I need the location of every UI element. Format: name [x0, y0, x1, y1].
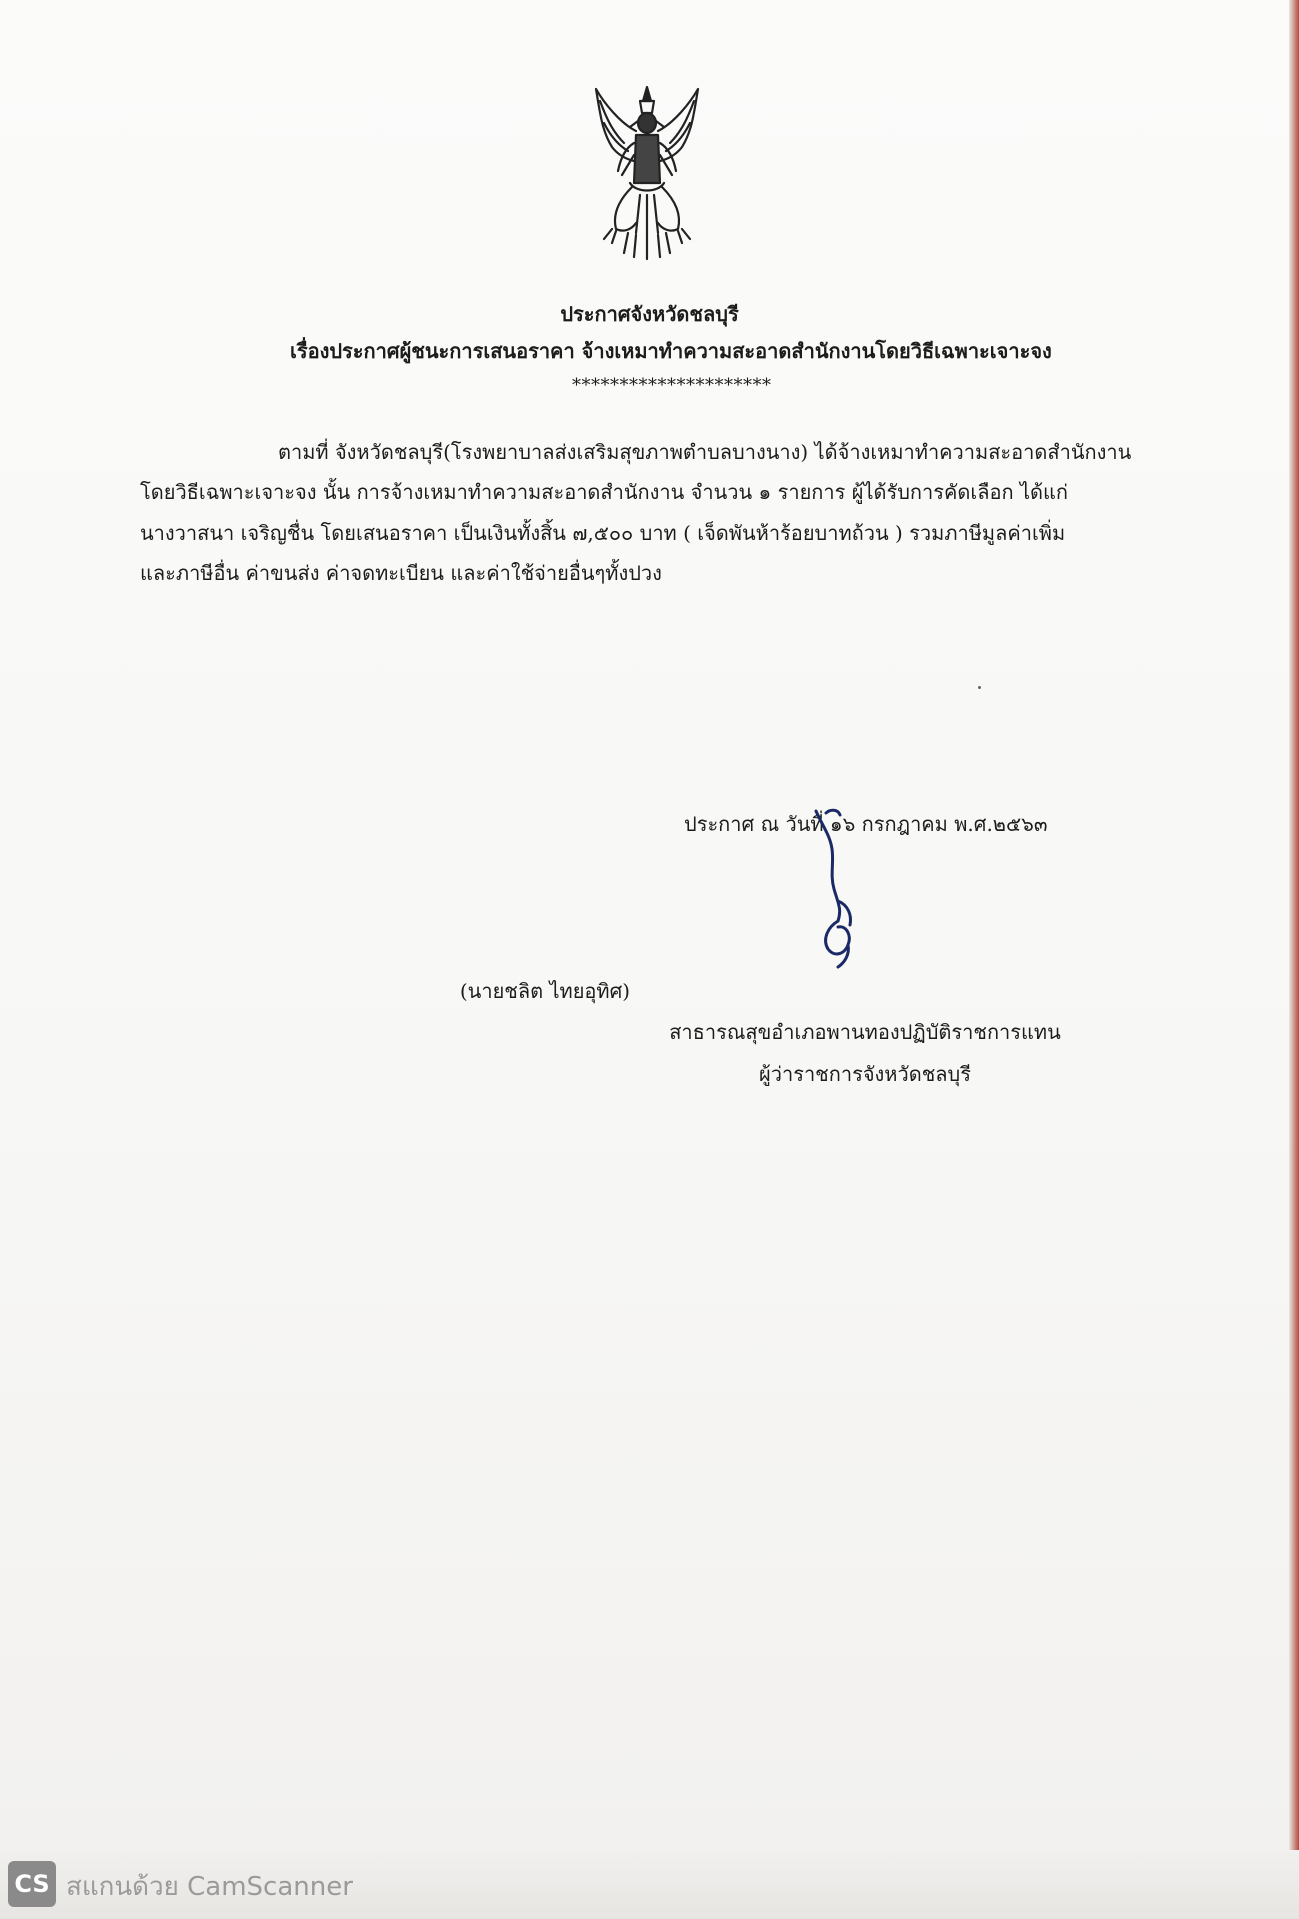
- signatory-name: (นายชลิต ไทยอุทิศ): [459, 979, 631, 1003]
- scan-edge-right: [1289, 0, 1299, 1919]
- signatory-position: สาธารณสุขอำเภอพานทองปฏิบัติราชการแทน: [669, 1020, 1061, 1044]
- document-subject: เรื่องประกาศผู้ชนะการเสนอราคา จ้างเหมาทำความสะอาดสำนักงานโดยวิธีเฉพาะเจาะจง: [290, 339, 1052, 363]
- separator-line: *********************: [572, 375, 772, 396]
- garuda-emblem-icon: [590, 83, 705, 261]
- body-line-3: นางวาสนา เจริญชื่น โดยเสนอราคา เป็นเงินทั้งสิ้น ๗,๕๐๐ บาท ( เจ็ดพันห้าร้อยบาทถ้วน ) รวมภาษีมูลค่าเพิ่ม: [140, 521, 1066, 545]
- body-line-4: และภาษีอื่น ค่าขนส่ง ค่าจดทะเบียน และค่าใช้จ่ายอื่นๆทั้งปวง: [140, 561, 662, 585]
- speck: [978, 686, 981, 689]
- camscanner-logo-icon: CS: [8, 1861, 56, 1907]
- body-line-2: โดยวิธีเฉพาะเจาะจง นั้น การจ้างเหมาทำความสะอาดสำนักงาน จำนวน ๑ รายการ ผู้ได้รับการคัดเลือก ได้แก่: [140, 480, 1068, 504]
- document-title: ประกาศจังหวัดชลบุรี: [560, 302, 739, 326]
- handwritten-signature: [808, 805, 898, 970]
- body-line-1: ตามที่ จังหวัดชลบุรี(โรงพยาบาลส่งเสริมสุขภาพตำบลบางนาง) ได้จ้างเหมาทำความสะอาดสำนักงาน: [278, 440, 1132, 464]
- camscanner-watermark: สแกนด้วย CamScanner: [66, 1872, 353, 1902]
- signatory-title: ผู้ว่าราชการจังหวัดชลบุรี: [759, 1062, 971, 1086]
- date-line: ประกาศ ณ วันที่ ๑๖ กรกฎาคม พ.ศ.๒๕๖๓: [684, 812, 1048, 836]
